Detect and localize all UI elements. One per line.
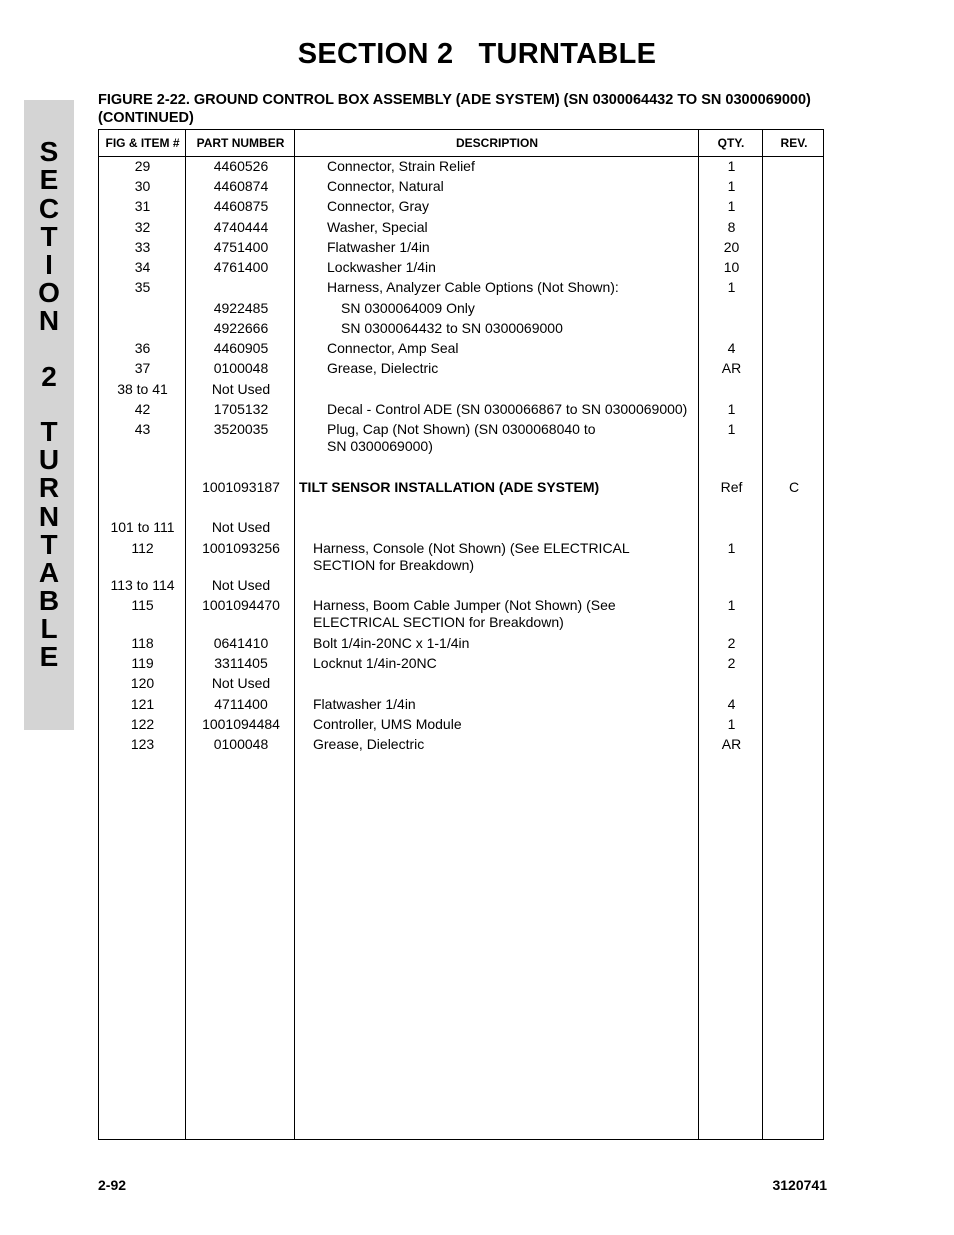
item-number: 115 [131,597,154,613]
item-number: 29 [134,158,151,174]
part-number: 4460905 [213,340,269,356]
description: Flatwasher 1/4in [313,696,416,712]
description: Grease, Dielectric [327,360,439,376]
side-tab-letter: U [38,444,60,475]
part-number: 4460874 [213,178,269,194]
figure-title: FIGURE 2-22. GROUND CONTROL BOX ASSEMBLY (ADE SYSTEM) (SN 0300064432 TO SN 0300069000) (CONTINUED) [98,92,811,126]
item-number: 119 [131,655,154,671]
side-tab-letter: L [40,613,58,644]
part-number: 0641410 [213,635,269,651]
description: Washer, Special [327,219,428,235]
document-number: 3120741 [772,1177,827,1193]
part-number: 3520035 [213,421,269,437]
description: SN 0300064432 to SN 0300069000 [341,320,563,336]
quantity: AR [721,736,742,752]
item-number: 112 [131,540,154,556]
part-number: 4711400 [214,696,268,712]
quantity: 20 [723,239,740,255]
description: Decal - Control ADE (SN 0300066867 to SN 0300069000) [327,401,688,417]
side-tab-letter: B [38,585,60,616]
part-number: 0100048 [213,360,269,376]
item-number: 42 [134,401,151,417]
part-number: 1001093256 [202,540,280,556]
part-number: Not Used [211,519,271,535]
part-number: 1001094470 [202,597,280,613]
item-number: 33 [134,239,151,255]
part-number: 4922666 [213,320,269,336]
parts-table [98,129,824,1140]
part-number: 4740444 [213,219,269,235]
item-number: 123 [130,736,155,752]
side-tab-letter: O [38,277,60,308]
quantity: 1 [727,540,736,556]
quantity: Ref [720,479,743,495]
quantity: 1 [727,421,736,437]
quantity: 4 [727,340,736,356]
item-number: 118 [131,635,154,651]
description: TILT SENSOR INSTALLATION (ADE SYSTEM) [299,479,600,495]
part-number: 1705132 [213,401,269,417]
quantity: 2 [727,655,736,671]
description: Harness, Console (Not Shown) (See ELECTRICAL SECTION for Breakdown) [313,540,630,573]
description: Harness, Analyzer Cable Options (Not Shown): [327,279,619,295]
quantity: 10 [723,259,740,275]
part-number: 3311405 [214,655,268,671]
side-tab-letter: S [39,136,59,167]
item-number: 32 [134,219,151,235]
part-number: 4460875 [213,198,269,214]
quantity: 1 [727,178,736,194]
side-tab-letter: R [38,472,60,503]
page-number: 2-92 [98,1177,127,1193]
item-number: 35 [134,279,151,295]
quantity: 1 [727,198,736,214]
side-tab-letter: I [45,249,53,280]
header-qty: QTY. [717,136,745,150]
item-number: 36 [134,340,151,356]
item-number: 120 [130,675,155,691]
quantity: 4 [727,696,736,712]
item-number: 38 to 41 [117,381,168,397]
item-number: 101 to 111 [110,519,175,535]
description: Flatwasher 1/4in [327,239,430,255]
description: Plug, Cap (Not Shown) (SN 0300068040 to SN 0300069000) [327,421,596,454]
quantity: 1 [727,401,736,417]
item-number: 31 [134,198,151,214]
item-number: 121 [130,696,155,712]
description: SN 0300064009 Only [341,300,475,316]
part-number: 4922485 [213,300,269,316]
description: Lockwasher 1/4in [327,259,436,275]
part-number: 1001094484 [202,716,280,732]
part-number: 4751400 [213,239,269,255]
side-tab-letter: N [38,501,60,532]
item-number: 43 [134,421,151,437]
item-number: 34 [134,259,151,275]
quantity: 1 [727,158,736,174]
side-tab-letter: E [39,164,59,195]
item-number: 37 [134,360,151,376]
header-item: FIG & ITEM # [105,136,180,150]
quantity: 1 [727,597,736,613]
side-tab-letter: N [38,305,60,336]
item-number: 122 [130,716,155,732]
side-tab-letter: A [38,557,60,588]
side-tab-letter: C [38,193,60,224]
description: Controller, UMS Module [313,716,462,732]
quantity: AR [721,360,742,376]
part-number: 0100048 [213,736,269,752]
part-number: 4761400 [213,259,269,275]
quantity: 1 [727,279,736,295]
side-tab-letter: 2 [41,361,57,392]
revision: C [788,479,800,495]
quantity: 8 [727,219,736,235]
description: Connector, Natural [327,178,444,194]
side-tab-letter: T [40,416,58,447]
header-part-number: PART NUMBER [196,136,285,150]
part-number: Not Used [211,577,271,593]
part-number: Not Used [211,675,271,691]
description: Harness, Boom Cable Jumper (Not Shown) (See ELECTRICAL SECTION for Breakdown) [313,597,616,630]
header-description: DESCRIPTION [455,136,538,150]
description: Locknut 1/4in-20NC [313,655,437,671]
part-number: 1001093187 [202,479,280,495]
description: Connector, Amp Seal [327,340,459,356]
item-number: 113 to 114 [110,577,175,593]
description: Connector, Gray [327,198,429,214]
section-title: SECTION 2 TURNTABLE [297,38,657,70]
quantity: 1 [727,716,736,732]
description: Grease, Dielectric [313,736,425,752]
side-tab-letter: T [40,529,58,560]
header-divider [99,156,823,157]
part-number: 4460526 [213,158,269,174]
side-tab-letter: E [39,641,59,672]
quantity: 2 [727,635,736,651]
description: Bolt 1/4in-20NC x 1-1/4in [313,635,470,651]
part-number: Not Used [211,381,271,397]
description: Connector, Strain Relief [327,158,475,174]
section-side-tab [24,100,74,730]
side-tab-letter: T [40,221,58,252]
item-number: 30 [134,178,151,194]
header-rev: REV. [780,136,808,150]
